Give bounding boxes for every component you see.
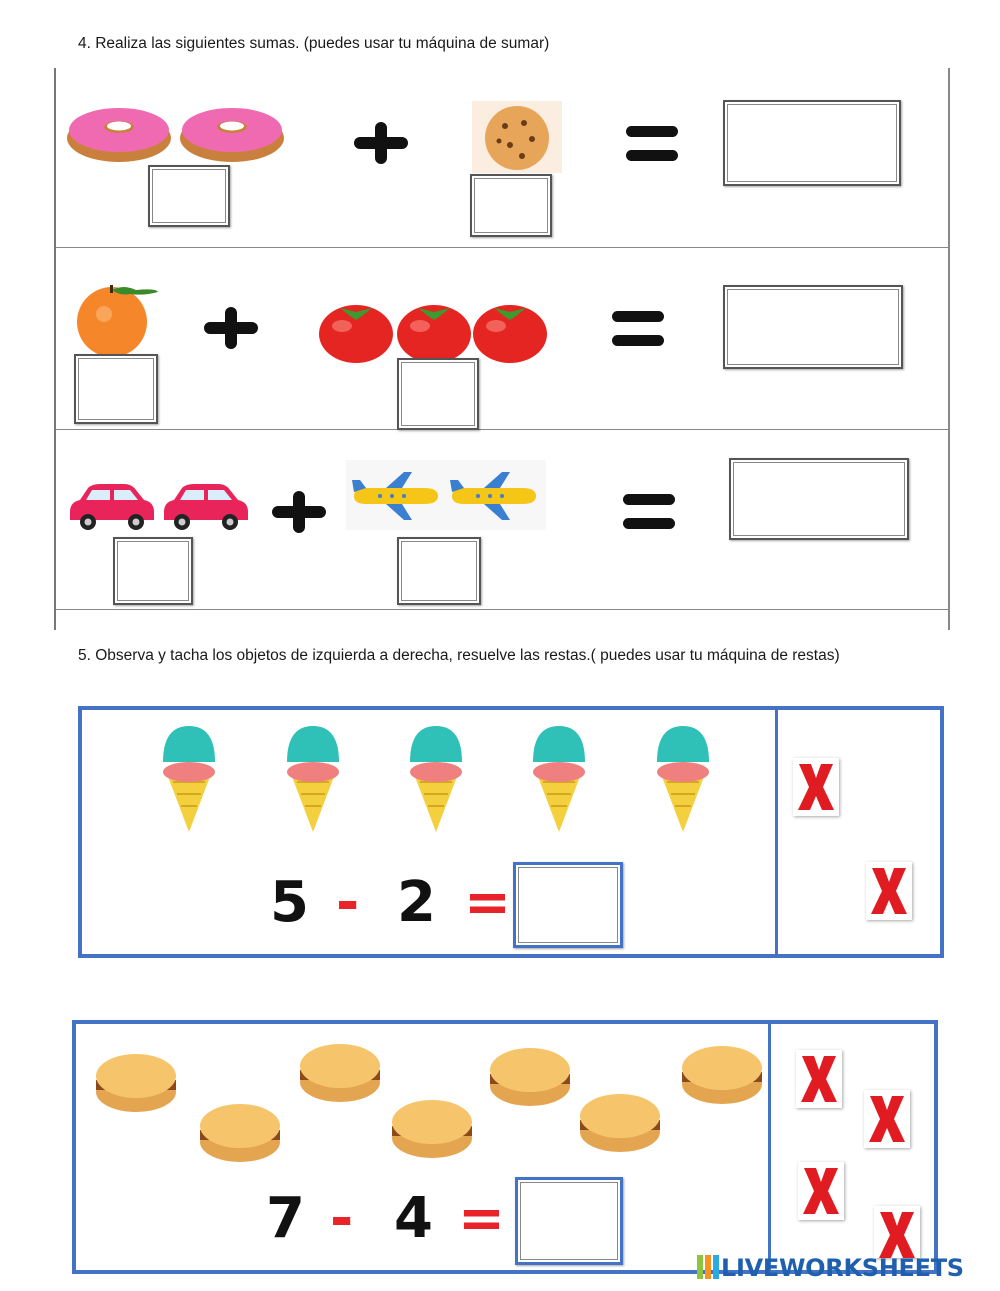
donut-icon	[180, 108, 284, 162]
plus-icon	[202, 307, 260, 349]
column-divider	[775, 708, 778, 956]
tomato-icon-group	[318, 296, 550, 364]
tomato-icon	[473, 305, 547, 363]
equals-sign: =	[458, 1186, 505, 1251]
cross-mark	[796, 1050, 842, 1108]
car-icon	[164, 484, 248, 530]
cookie-sandwich-icon	[682, 1046, 762, 1104]
liveworksheets-logo-text: LIVEWORKSHEETS	[721, 1254, 964, 1282]
ice-cream-icon-group	[155, 722, 725, 834]
ice-cream-icon	[287, 726, 339, 832]
cookie-sandwich-icon	[200, 1104, 280, 1162]
car-icon	[70, 484, 154, 530]
ice-cream-icon	[533, 726, 585, 832]
cookie-sandwich-icon-group	[92, 1040, 772, 1180]
cookie-sandwich-icon	[300, 1044, 380, 1102]
car-count-input[interactable]	[113, 537, 193, 605]
airplane-count-input[interactable]	[397, 537, 481, 605]
subtraction-answer-input-1[interactable]	[513, 862, 623, 948]
plus-icon	[352, 122, 410, 164]
cross-mark	[798, 1162, 844, 1220]
sum-answer-input-1[interactable]	[723, 100, 901, 186]
cookie-icon	[472, 101, 562, 173]
subtraction-answer-input-2[interactable]	[515, 1177, 623, 1265]
cross-mark	[866, 862, 912, 920]
minuend: 7	[266, 1186, 305, 1251]
cookie-sandwich-icon	[580, 1094, 660, 1152]
donut-count-input[interactable]	[148, 165, 230, 227]
tomato-icon	[319, 305, 393, 363]
exercise-4-instruction: 4. Realiza las siguientes sumas. (puedes usar tu máquina de sumar)	[78, 35, 550, 52]
equals-icon	[612, 309, 664, 349]
plus-icon	[270, 491, 328, 533]
cross-mark	[874, 1206, 920, 1258]
orange-count-input[interactable]	[74, 354, 158, 424]
cross-mark	[793, 758, 839, 816]
row-divider	[56, 609, 948, 610]
ice-cream-icon	[657, 726, 709, 832]
cookie-sandwich-icon	[392, 1100, 472, 1158]
subtrahend: 2	[397, 870, 436, 935]
donut-icon	[67, 108, 171, 162]
minus-sign: -	[330, 1186, 354, 1251]
row-divider	[56, 429, 948, 430]
airplane-icon-group	[346, 460, 546, 530]
orange-icon	[74, 282, 160, 358]
equals-sign: =	[464, 870, 511, 935]
tomato-count-input[interactable]	[397, 358, 479, 430]
liveworksheets-logo-icon	[697, 1255, 719, 1279]
liveworksheets-logo	[697, 1254, 964, 1282]
cookie-sandwich-icon	[490, 1048, 570, 1106]
subtrahend: 4	[394, 1186, 433, 1251]
cross-mark	[864, 1090, 910, 1148]
equals-icon	[626, 124, 678, 164]
sum-answer-input-3[interactable]	[729, 458, 909, 540]
tomato-icon	[397, 305, 471, 363]
minus-sign: -	[336, 870, 360, 935]
equals-icon	[623, 492, 675, 532]
exercise-5-instruction: 5. Observa y tacha los objetos de izquierda a derecha, resuelve las restas.( puedes usar tu máquina de restas)	[78, 647, 840, 664]
ice-cream-icon	[410, 726, 462, 832]
car-icon-group	[66, 480, 252, 532]
sum-answer-input-2[interactable]	[723, 285, 903, 369]
ice-cream-icon	[163, 726, 215, 832]
cookie-count-input[interactable]	[470, 174, 552, 237]
cookie-sandwich-icon	[96, 1054, 176, 1112]
donut-icon-group	[64, 100, 294, 164]
row-divider	[56, 247, 948, 248]
minuend: 5	[270, 870, 309, 935]
